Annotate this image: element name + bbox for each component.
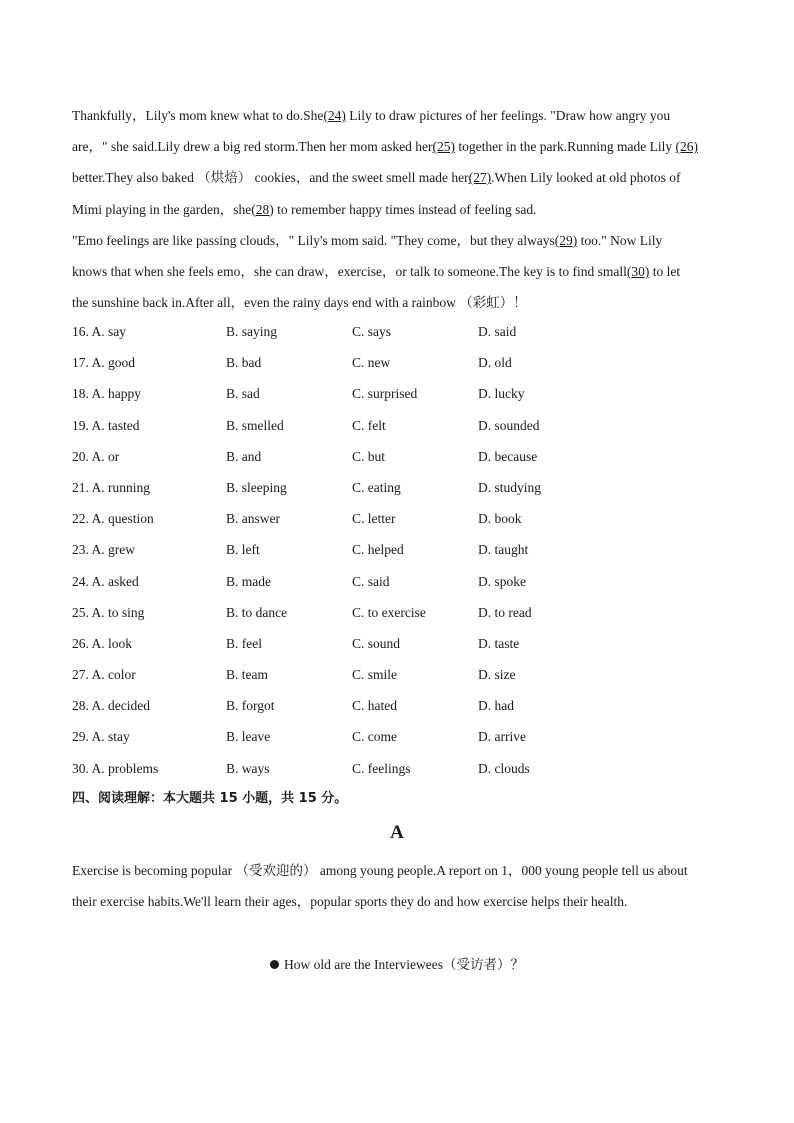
- blank-number: (29): [554, 232, 578, 248]
- option-b: B. leave: [226, 729, 271, 745]
- question-row: [72, 316, 732, 347]
- question-row: [72, 721, 732, 752]
- passage-text: Lily to draw pictures of her feelings. "Draw how angry you: [345, 108, 671, 123]
- option-b: B. answer: [226, 511, 280, 527]
- option-b: B. made: [226, 573, 271, 589]
- option-d: D. book: [478, 511, 522, 527]
- option-c: C. says: [352, 324, 392, 339]
- passage-text: together in the park.Running made Lily: [455, 139, 676, 155]
- option-a: 27. A. color: [72, 667, 136, 683]
- passage-line: [72, 131, 732, 162]
- bullet-dot-icon: [270, 960, 279, 969]
- option-b: B. feel: [226, 635, 262, 651]
- option-a: 26. A. look: [72, 635, 133, 651]
- question-row: [72, 534, 732, 565]
- option-c: C. felt: [352, 417, 386, 433]
- option-b: B. and: [226, 448, 262, 464]
- bullet-question: [0, 953, 794, 973]
- intro-line: Exercise is becoming popular （受欢迎的） among young people.A report on 1，000 young people tell us about: [72, 863, 688, 878]
- option-c: C. hated: [352, 698, 397, 714]
- option-b: B. saying: [226, 324, 278, 339]
- option-d: D. spoke: [478, 573, 526, 589]
- option-c: C. but: [352, 448, 386, 464]
- option-d: D. had: [478, 698, 514, 714]
- option-b: B. smelled: [226, 417, 284, 433]
- passage-text: .When Lily looked at old photos of: [491, 170, 681, 186]
- option-a: 19. A. tasted: [72, 417, 140, 433]
- cloze-passage: [72, 100, 732, 318]
- option-a: 21. A. running: [72, 479, 151, 495]
- intro-line: their exercise habits.We'll learn their ages，popular sports they do and how exercise helps their health.: [72, 894, 628, 910]
- option-a: 28. A. decided: [72, 698, 150, 714]
- question-row: [72, 472, 732, 503]
- passage-line: [72, 256, 732, 287]
- passage-text: knows that when she feels emo，she can draw，exercise，or talk to someone.The key is to find small: [72, 263, 627, 279]
- option-c: C. letter: [352, 511, 396, 527]
- option-c: C. come: [352, 729, 397, 745]
- passage-line: [72, 162, 732, 193]
- passage-line: [72, 194, 732, 225]
- passage-text: too." Now Lily: [577, 232, 663, 248]
- blank-number: (30): [626, 263, 650, 279]
- option-a: 25. A. to sing: [72, 604, 145, 620]
- blank-number: (28): [251, 201, 274, 217]
- option-b: B. to dance: [226, 604, 288, 620]
- question-row: [72, 566, 732, 597]
- option-b: B. sad: [226, 386, 260, 402]
- section-heading: 四、阅读理解：本大题共 15 小题，共 15 分。: [72, 791, 348, 806]
- option-a: 22. A. question: [72, 511, 154, 527]
- option-c: C. eating: [352, 479, 401, 495]
- option-a: 20. A. or: [72, 448, 120, 464]
- question-row: [72, 347, 732, 378]
- question-row: [72, 690, 732, 721]
- blank-number: (25): [432, 139, 456, 155]
- question-row: [72, 628, 732, 659]
- option-a: 24. A. asked: [72, 573, 139, 589]
- option-c: C. new: [352, 355, 391, 371]
- question-row: [72, 753, 732, 784]
- passage-line: [72, 287, 732, 318]
- option-c: C. to exercise: [352, 604, 426, 620]
- passage-line: [72, 100, 732, 131]
- question-row: [72, 597, 732, 628]
- question-row: [72, 503, 732, 534]
- option-c: C. surprised: [352, 386, 418, 402]
- option-b: B. bad: [226, 355, 262, 371]
- blank-number: (27): [468, 170, 492, 186]
- option-a: 17. A. good: [72, 355, 136, 371]
- passage-text: Thankfully，Lily's mom knew what to do.She: [72, 108, 324, 123]
- option-d: D. size: [478, 667, 516, 683]
- passage-text: are，" she said.Lily drew a big red storm.Then her mom asked her: [72, 139, 433, 155]
- passage-text: to let: [649, 263, 681, 279]
- option-d: D. taste: [478, 635, 520, 651]
- option-c: C. feelings: [352, 760, 411, 776]
- option-d: D. to read: [478, 604, 532, 620]
- passage-text: "Emo feelings are like passing clouds，" Lily's mom said. "They come，but they always: [72, 232, 555, 248]
- question-row: [72, 410, 732, 441]
- question-row: [72, 441, 732, 472]
- option-c: C. said: [352, 573, 390, 589]
- option-d: D. said: [478, 324, 517, 339]
- passage-text: Mimi playing in the garden，she: [72, 201, 252, 217]
- option-d: D. clouds: [478, 760, 530, 776]
- option-a: 29. A. stay: [72, 729, 130, 745]
- option-b: B. ways: [226, 760, 270, 776]
- option-c: C. sound: [352, 635, 401, 651]
- option-d: D. old: [478, 355, 512, 371]
- question-row: [72, 378, 732, 409]
- option-d: D. sounded: [478, 417, 540, 433]
- blank-number: (24): [323, 108, 346, 123]
- option-b: B. team: [226, 667, 268, 683]
- option-b: B. forgot: [226, 698, 275, 714]
- question-row: [72, 659, 732, 690]
- option-a: 18. A. happy: [72, 386, 141, 402]
- option-a: 23. A. grew: [72, 542, 135, 558]
- passage-text: to remember happy times instead of feeling sad.: [273, 201, 537, 217]
- option-a: 16. A. say: [72, 324, 126, 339]
- option-d: D. because: [478, 448, 538, 464]
- passage-a-intro: [72, 855, 732, 917]
- answer-options-list: [72, 316, 732, 784]
- passage-line: [72, 225, 732, 256]
- option-c: C. smile: [352, 667, 398, 683]
- option-b: B. sleeping: [226, 479, 287, 495]
- option-d: D. lucky: [478, 386, 525, 402]
- passage-title: A: [390, 822, 404, 843]
- passage-text: the sunshine back in.After all，even the rainy days end with a rainbow （彩虹）！: [72, 295, 527, 311]
- option-b: B. left: [226, 542, 260, 558]
- bullet-question-text: How old are the Interviewees（受访者）？: [284, 957, 524, 972]
- option-d: D. studying: [478, 479, 542, 495]
- blank-number: (26): [675, 139, 698, 155]
- option-d: D. arrive: [478, 729, 526, 745]
- option-c: C. helped: [352, 542, 404, 558]
- option-d: D. taught: [478, 542, 529, 558]
- option-a: 30. A. problems: [72, 760, 159, 776]
- passage-text: better.They also baked （烘焙） cookies，and the sweet smell made her: [72, 170, 469, 186]
